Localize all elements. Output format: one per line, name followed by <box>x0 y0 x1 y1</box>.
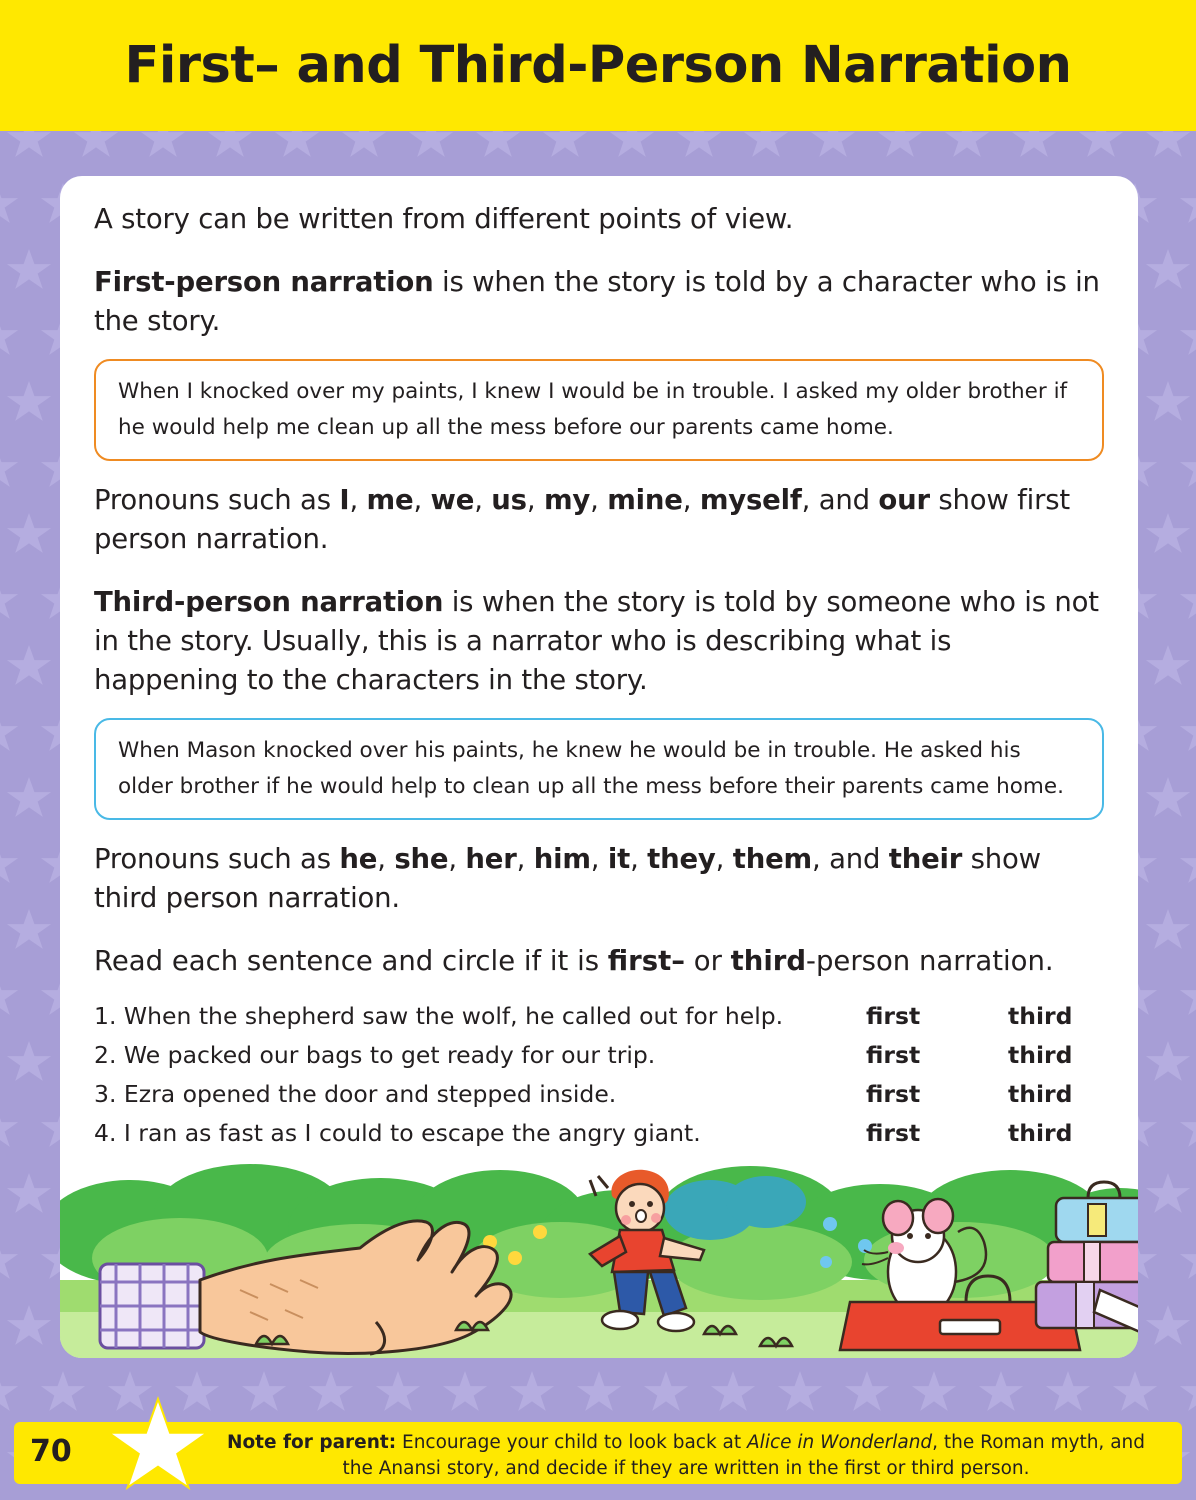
pronoun-outro-first: show first person narration. <box>94 484 1070 556</box>
instruction-part-3: -person narration. <box>806 945 1054 978</box>
star-icon <box>6 131 52 161</box>
star-icon <box>174 1371 220 1415</box>
pronoun-intro-third: Pronouns such as <box>94 843 340 876</box>
star-icon <box>877 131 923 161</box>
pronoun-third-2: her <box>465 843 517 876</box>
instruction-part-1: Read each sentence and circle if it is <box>94 945 608 978</box>
star-icon <box>0 711 19 755</box>
star-icon <box>1179 711 1196 755</box>
star-icon <box>944 131 990 161</box>
star-icon <box>1011 131 1057 161</box>
question-text: 1. When the shepherd saw the wolf, he called out for help. <box>94 1002 784 1031</box>
instruction-part-2: or <box>685 945 731 978</box>
option-first[interactable]: first <box>866 1041 921 1070</box>
star-icon <box>743 131 789 161</box>
star-icon <box>609 131 655 161</box>
star-icon <box>40 1371 86 1415</box>
star-icon <box>911 1371 957 1415</box>
page-number: 70 <box>30 1434 72 1469</box>
star-icon <box>576 1371 622 1415</box>
pronoun-third-last: their <box>888 843 963 876</box>
star-icon <box>1179 1107 1196 1151</box>
question-text: 3. Ezra opened the door and stepped inside. <box>94 1080 617 1109</box>
intro-paragraph: A story can be written from different points of view. <box>94 203 794 235</box>
star-icon <box>1145 1041 1191 1085</box>
third-person-definition-text: is when the story is told by someone who is not in the story. Usually, this is a narrator who is describing what is happening to the characters in the story. <box>94 586 1099 697</box>
star-icon <box>1145 909 1191 953</box>
pronoun-intro-first: Pronouns such as <box>94 484 340 517</box>
third-person-term: Third-person narration <box>94 586 444 619</box>
question-row <box>94 1036 1104 1075</box>
star-icon <box>1179 315 1196 359</box>
parent-note-book-title: Alice in Wonderland <box>747 1432 933 1453</box>
star-icon <box>107 1371 153 1415</box>
star-icon <box>1179 447 1196 491</box>
parent-note-text-a: Encourage your child to look back at <box>396 1432 748 1453</box>
star-icon <box>6 249 52 293</box>
third-person-pronouns: Pronouns such as he, she, her, him, it, they, them, and their show third person narration. <box>94 843 1041 915</box>
star-icon <box>1179 843 1196 887</box>
star-icon <box>6 909 52 953</box>
star-icon <box>1179 1239 1196 1283</box>
question-row <box>94 1114 1104 1153</box>
parent-note <box>216 1430 1156 1481</box>
first-person-definition <box>94 263 1104 341</box>
scene-illustration <box>60 1162 1138 1358</box>
star-icon <box>676 131 722 161</box>
option-third[interactable]: third <box>1008 1041 1073 1070</box>
star-icon <box>1145 1305 1191 1349</box>
star-icon <box>1145 249 1191 293</box>
third-person-definition <box>94 583 1104 700</box>
star-icon <box>408 131 454 161</box>
star-icon <box>1145 131 1191 161</box>
star-icon <box>0 1371 19 1415</box>
star-icon <box>140 131 186 161</box>
star-icon <box>978 1371 1024 1415</box>
star-icon <box>375 1371 421 1415</box>
star-icon <box>0 315 19 359</box>
pronoun-first-5: mine <box>607 484 683 517</box>
page-footer <box>0 1414 1196 1500</box>
lesson-card <box>60 176 1138 1358</box>
star-icon <box>1112 1371 1158 1415</box>
third-person-example-box <box>94 718 1104 820</box>
star-icon <box>6 1041 52 1085</box>
pronoun-third-0: he <box>339 843 378 876</box>
star-icon <box>0 1107 19 1151</box>
star-icon <box>0 579 19 623</box>
star-icon <box>1145 777 1191 821</box>
star-row <box>0 1371 1196 1415</box>
first-person-term: First-person narration <box>94 266 434 299</box>
star-icon <box>1145 513 1191 557</box>
star-icon <box>844 1371 890 1415</box>
star-icon <box>0 447 19 491</box>
pronoun-third-3: him <box>533 843 591 876</box>
third-person-example-text: When Mason knocked over his paints, he knew he would be in trouble. He asked his older brother if he would help to clean up all the mess before their parents came home. <box>118 738 1064 799</box>
star-icon <box>1179 1371 1196 1415</box>
star-icon <box>509 1371 555 1415</box>
star-icon <box>1179 183 1196 227</box>
pronoun-first-0: I <box>339 484 350 517</box>
star-icon <box>6 1305 52 1349</box>
option-third[interactable]: third <box>1008 1080 1073 1109</box>
star-icon <box>1045 1371 1091 1415</box>
star-icon <box>475 131 521 161</box>
pronoun-first-2: we <box>430 484 475 517</box>
option-first[interactable]: first <box>866 1119 921 1148</box>
option-first[interactable]: first <box>866 1002 921 1031</box>
star-icon <box>73 131 119 161</box>
star-icon <box>442 1371 488 1415</box>
star-icon <box>6 1173 52 1217</box>
pronoun-first-last: our <box>878 484 930 517</box>
star-icon <box>0 1239 19 1283</box>
star-icon <box>1179 975 1196 1019</box>
parent-note-label: Note for parent: <box>226 1432 397 1453</box>
exercise-instruction <box>94 942 1104 981</box>
star-icon <box>274 131 320 161</box>
option-first[interactable]: first <box>866 1080 921 1109</box>
page-title: First– and Third-Person Narration <box>124 36 1072 95</box>
pronoun-third-6: them <box>732 843 812 876</box>
instruction-bold-first: first– <box>607 945 686 978</box>
pronoun-outro-third: show third person narration. <box>94 843 1041 915</box>
question-text: 4. I ran as fast as I could to escape the angry giant. <box>94 1119 701 1148</box>
star-icon <box>6 777 52 821</box>
star-icon <box>1145 645 1191 689</box>
pronoun-third-5: they <box>647 843 716 876</box>
page-title-bar <box>0 0 1196 131</box>
instruction-bold-third: third <box>730 945 807 978</box>
star-icon <box>6 513 52 557</box>
first-person-definition-text: is when the story is told by a character who is in the story. <box>94 266 1100 338</box>
first-person-example-text: When I knocked over my paints, I knew I would be in trouble. I asked my older brother if he would help me clean up all the mess before our parents came home. <box>118 379 1068 440</box>
pronoun-first-6: myself <box>699 484 802 517</box>
star-icon <box>643 1371 689 1415</box>
question-text: 2. We packed our bags to get ready for our trip. <box>94 1041 656 1070</box>
star-icon <box>810 131 856 161</box>
option-third[interactable]: third <box>1008 1119 1073 1148</box>
star-icon <box>710 1371 756 1415</box>
star-icon <box>1179 579 1196 623</box>
question-row <box>94 1075 1104 1114</box>
star-icon <box>1145 1173 1191 1217</box>
star-icon <box>0 843 19 887</box>
parent-note-text-b: , the Roman myth, and the Anansi story, and decide if they are written in the first or third person. <box>342 1432 1145 1479</box>
star-icon <box>0 975 19 1019</box>
pronoun-third-1: she <box>394 843 449 876</box>
star-row <box>0 131 1196 161</box>
option-third[interactable]: third <box>1008 1002 1073 1031</box>
pronoun-third-4: it <box>607 843 631 876</box>
first-person-example-box <box>94 359 1104 461</box>
star-icon <box>1145 381 1191 425</box>
star-icon <box>6 381 52 425</box>
question-row <box>94 997 1104 1036</box>
star-icon <box>542 131 588 161</box>
star-icon <box>777 1371 823 1415</box>
pronoun-first-1: me <box>366 484 414 517</box>
first-person-pronouns: Pronouns such as I, me, we, us, my, mine, myself, and our show first person narration. <box>94 484 1070 556</box>
star-icon <box>341 131 387 161</box>
star-icon <box>0 183 19 227</box>
star-icon <box>241 1371 287 1415</box>
star-icon <box>308 1371 354 1415</box>
star-icon <box>6 645 52 689</box>
star-icon <box>207 131 253 161</box>
pronoun-first-4: my <box>543 484 591 517</box>
star-icon <box>1078 131 1124 161</box>
pronoun-first-3: us <box>491 484 527 517</box>
